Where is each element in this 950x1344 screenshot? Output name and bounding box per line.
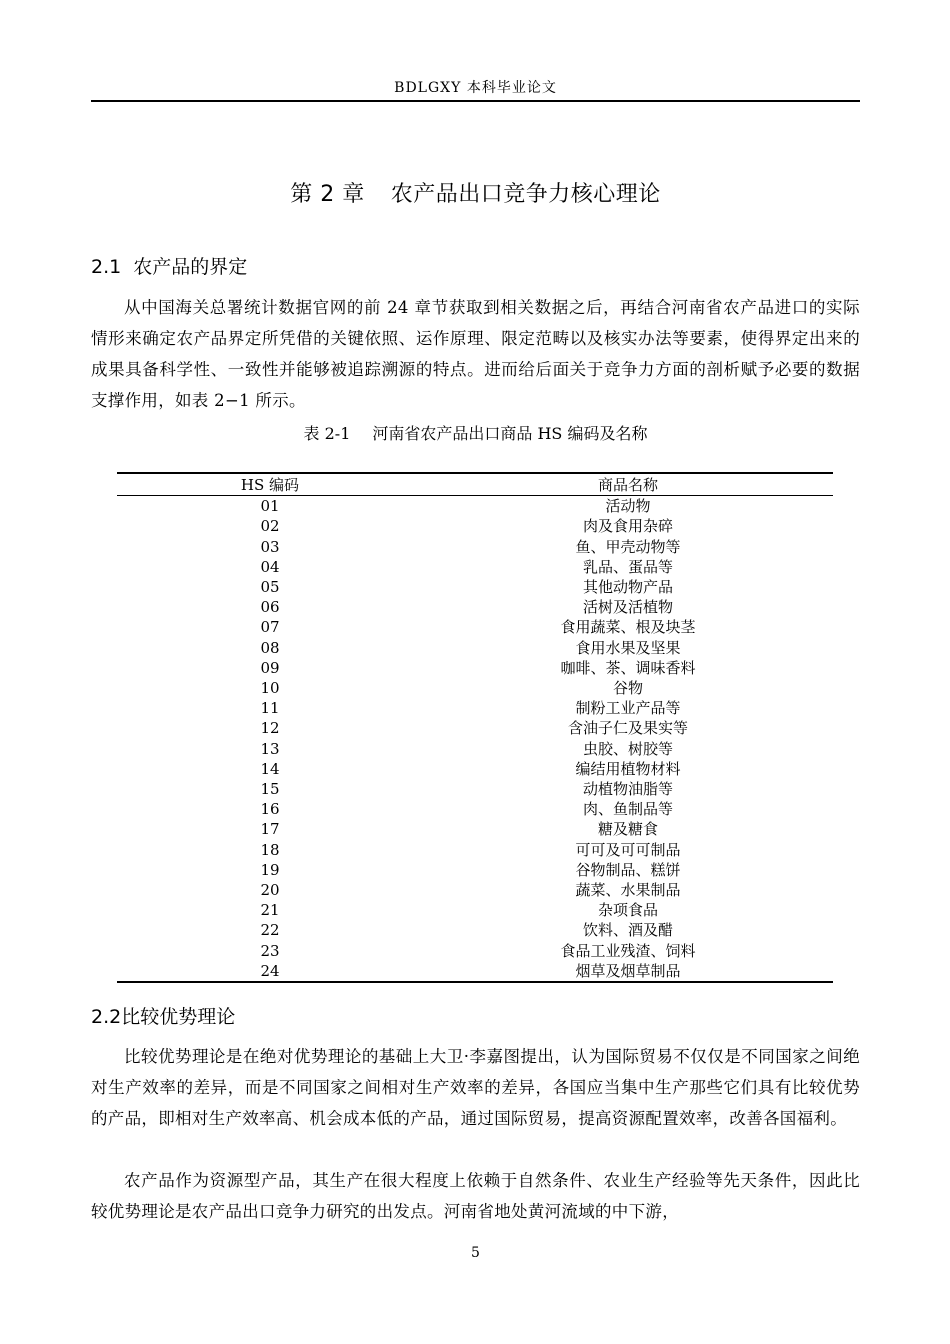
product-name-cell: 糖及糖食 [597, 820, 658, 839]
hs-code-cell: 23 [260, 941, 280, 960]
chapter-number: 第 2 章 [290, 182, 365, 207]
chapter-title [91, 177, 860, 208]
hs-code-cell: 12 [260, 719, 280, 738]
table-row [117, 840, 833, 860]
hs-code-cell: 21 [260, 901, 280, 920]
table-row [117, 698, 833, 718]
product-name-cell: 烟草及烟草制品 [423, 961, 833, 982]
hs-code-cell: 14 [260, 759, 280, 778]
product-name-cell: 含油子仁及果实等 [567, 719, 688, 738]
section-2-2-paragraph-1: 比较优势理论是在绝对优势理论的基础上大卫·李嘉图提出，认为国际贸易不仅仅是不同国家之间绝对生产效率的差异，而是不同国家之间相对生产效率的差异，各国应当集中生产那些它们具有比较优势的产品，即相对生产效率高、机会成本低的产品，通过国际贸易，提高资源配置效率，改善各国福利。 [91, 1047, 860, 1128]
table-row [117, 577, 833, 597]
header-rule [91, 100, 860, 102]
table-row [117, 678, 833, 698]
product-name-cell: 可可及可可制品 [575, 840, 681, 859]
product-name-cell: 肉及食用杂碎 [582, 517, 673, 536]
product-name-cell: 食用蔬菜、根及块茎 [560, 618, 696, 637]
table-caption-title: 河南省农产品出口商品 HS 编码及名称 [372, 424, 648, 443]
table-caption-number: 表 2-1 [303, 424, 351, 443]
header-hs-code: HS 编码 [117, 473, 423, 496]
product-name-cell: 咖啡、茶、调味香料 [560, 658, 696, 677]
product-name-cell: 制粉工业产品等 [575, 699, 681, 718]
section-heading-2-1 [91, 252, 247, 279]
hs-code-table [117, 472, 833, 983]
table-row [117, 961, 833, 982]
table-row [117, 718, 833, 738]
hs-code-cell: 13 [260, 739, 280, 758]
product-name-cell: 食用水果及坚果 [575, 638, 681, 657]
hs-code-cell: 11 [260, 699, 280, 718]
section-2-1-paragraph: 从中国海关总署统计数据官网的前 24 章节获取到相关数据之后，再结合河南省农产品进口的实际情形来确定农产品界定所凭借的关键依照、运作原理、限定范畴以及核实办法等要素，使得界定出来的成果具备科学性、一致性并能够被追踪溯源的特点。进而给后面关于竞争力方面的剖析赋予必要的数据支撑作用，如表 2−1 所示。 [91, 298, 860, 410]
table-row [117, 819, 833, 839]
table-row [117, 496, 833, 517]
table-row [117, 658, 833, 678]
section-number: 2.1 [91, 256, 122, 278]
hs-code-cell: 16 [260, 800, 280, 819]
table-row [117, 537, 833, 557]
hs-code-cell: 17 [260, 820, 280, 839]
table-row [117, 900, 833, 920]
section-title: 比较优势理论 [121, 1006, 236, 1028]
product-name-cell: 其他动物产品 [582, 578, 673, 597]
product-name-cell: 鱼、甲壳动物等 [575, 537, 681, 556]
hs-code-cell: 07 [260, 618, 280, 637]
page-number: 5 [471, 1245, 480, 1261]
table-header-row [117, 473, 833, 496]
hs-code-cell: 02 [260, 517, 280, 536]
table-row [117, 880, 833, 900]
table-row [117, 799, 833, 819]
section-heading-2-2 [91, 1002, 235, 1029]
chapter-name: 农产品出口竞争力核心理论 [390, 182, 661, 207]
product-name-cell: 乳品、蛋品等 [582, 557, 673, 576]
product-name-cell: 活树及活植物 [582, 598, 673, 617]
table-row [117, 739, 833, 759]
hs-code-cell: 08 [260, 638, 280, 657]
table-row [117, 638, 833, 658]
product-name-cell: 杂项食品 [597, 901, 658, 920]
section-number: 2.2 [91, 1006, 122, 1028]
product-name-cell: 蔬菜、水果制品 [575, 881, 681, 900]
table-row [117, 779, 833, 799]
product-name-cell: 谷物制品、糕饼 [575, 860, 681, 879]
product-name-cell: 动植物油脂等 [582, 780, 673, 799]
table-caption [91, 421, 860, 444]
product-name-cell: 编结用植物材料 [575, 759, 681, 778]
hs-code-cell: 06 [260, 598, 280, 617]
table-row [117, 557, 833, 577]
hs-code-cell: 19 [260, 860, 280, 879]
hs-code-cell: 09 [260, 658, 280, 677]
section-2-2-paragraph-2: 农产品作为资源型产品，其生产在很大程度上依赖于自然条件、农业生产经验等先天条件，因此比较优势理论是农产品出口竞争力研究的出发点。河南省地处黄河流域的中下游， [91, 1171, 860, 1221]
product-name-cell: 饮料、酒及醋 [582, 921, 673, 940]
product-name-cell: 肉、鱼制品等 [582, 800, 673, 819]
table-row [117, 516, 833, 536]
hs-code-cell: 20 [260, 881, 280, 900]
table-row [117, 860, 833, 880]
product-name-cell: 虫胶、树胶等 [582, 739, 673, 758]
table-row [117, 759, 833, 779]
table-row [117, 920, 833, 940]
hs-code-cell: 24 [117, 961, 423, 982]
product-name-cell: 谷物 [612, 679, 643, 698]
section-title: 农产品的界定 [133, 256, 248, 278]
page-header: BDLGXY 本科毕业论文 [394, 80, 557, 96]
hs-code-cell: 01 [260, 497, 280, 516]
hs-code-cell: 18 [260, 840, 280, 859]
hs-code-cell: 03 [260, 537, 280, 556]
hs-code-cell: 05 [260, 578, 280, 597]
hs-code-cell: 15 [260, 780, 280, 799]
product-name-cell: 食品工业残渣、饲料 [560, 941, 696, 960]
table-row [117, 941, 833, 961]
product-name-cell: 活动物 [605, 497, 651, 516]
table-row [117, 617, 833, 637]
hs-code-cell: 04 [260, 557, 280, 576]
hs-code-cell: 22 [260, 921, 280, 940]
hs-code-cell: 10 [260, 679, 280, 698]
table-row [117, 597, 833, 617]
header-product-name: 商品名称 [423, 473, 833, 496]
